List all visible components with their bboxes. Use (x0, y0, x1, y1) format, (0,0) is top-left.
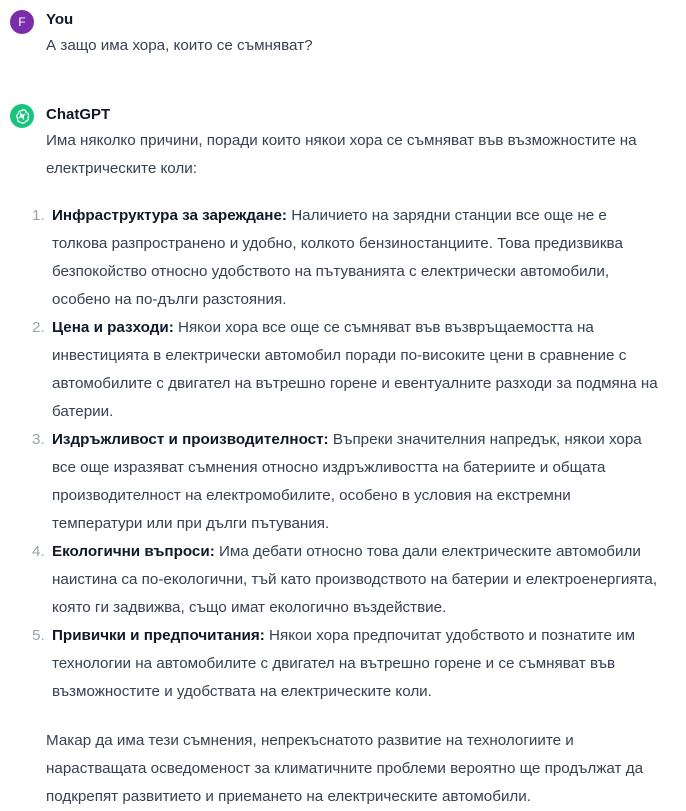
reasons-list (24, 202, 664, 706)
assistant-intro-text: Има няколко причини, поради които някои хора се съмняват във възможностите на електрическите коли: (46, 132, 637, 177)
reason-item (24, 314, 664, 426)
reason-text: Въпреки значителния напредък, някои хора все още изразяват съмнения относно издръжливостта на батериите и общата производителност на електромобилите, особено в условия на екстремни температури или при дълги пътувания. (52, 431, 642, 532)
user-message (0, 0, 686, 80)
reason-title: Цена и разходи: (52, 319, 174, 336)
reason-title: Издръжливост и производителност: (52, 431, 329, 448)
reason-number: 5. (32, 627, 45, 644)
reason-title: Инфраструктура за зареждане: (52, 207, 287, 224)
user-message-text: А защо има хора, които се съмняват? (46, 37, 313, 54)
reason-title: Екологични въпроси: (52, 543, 215, 560)
reason-number: 1. (32, 207, 45, 224)
assistant-conclusion-text: Макар да има тези съмнения, непрекъснатото развитие на технологиите и нарастващата осведоменост за климатичните проблеми вероятно ще продължат да подкрепят развитието и приемането на електрическите автомобили. (46, 732, 644, 805)
reason-item (24, 538, 664, 622)
user-author-name: You (46, 11, 74, 28)
reason-title: Привички и предпочитания: (52, 627, 265, 644)
user-avatar-letter: F (18, 15, 26, 29)
assistant-author-name: ChatGPT (46, 106, 111, 123)
reason-text: Някои хора предпочитат удобството и познатите им технологии на автомобилите с двигател на вътрешно горене и се съмняват във възможностите и удобствата на електрическите коли. (52, 627, 636, 700)
reason-item (24, 622, 664, 706)
reason-text: Наличието на зарядни станции все още не е толкова разпространено и удобно, колкото бензиностанциите. Това предизвиква безпокойство относно удобството на пътуванията с електрически автомобили, особено на по-дълги разстояния. (52, 207, 623, 308)
reason-number: 3. (32, 431, 45, 448)
user-avatar (10, 10, 34, 34)
reason-item (24, 426, 664, 538)
reason-item (24, 202, 664, 314)
reason-number: 4. (32, 543, 45, 560)
reason-text: Има дебати относно това дали електрическите автомобили наистина са по-екологични, тъй като производството на батерии и електроенергията, която ги задвижва, също имат екологично въздействие. (52, 543, 658, 616)
reason-number: 2. (32, 319, 45, 336)
reason-text: Някои хора все още се съмняват във възвръщаемостта на инвестицията в електрически автомобил поради по-високите цени в сравнение с автомобилите с двигател на вътрешно горене и евентуалните разходи за подмяна на батерии. (52, 319, 658, 420)
chatgpt-logo-icon (10, 104, 34, 128)
